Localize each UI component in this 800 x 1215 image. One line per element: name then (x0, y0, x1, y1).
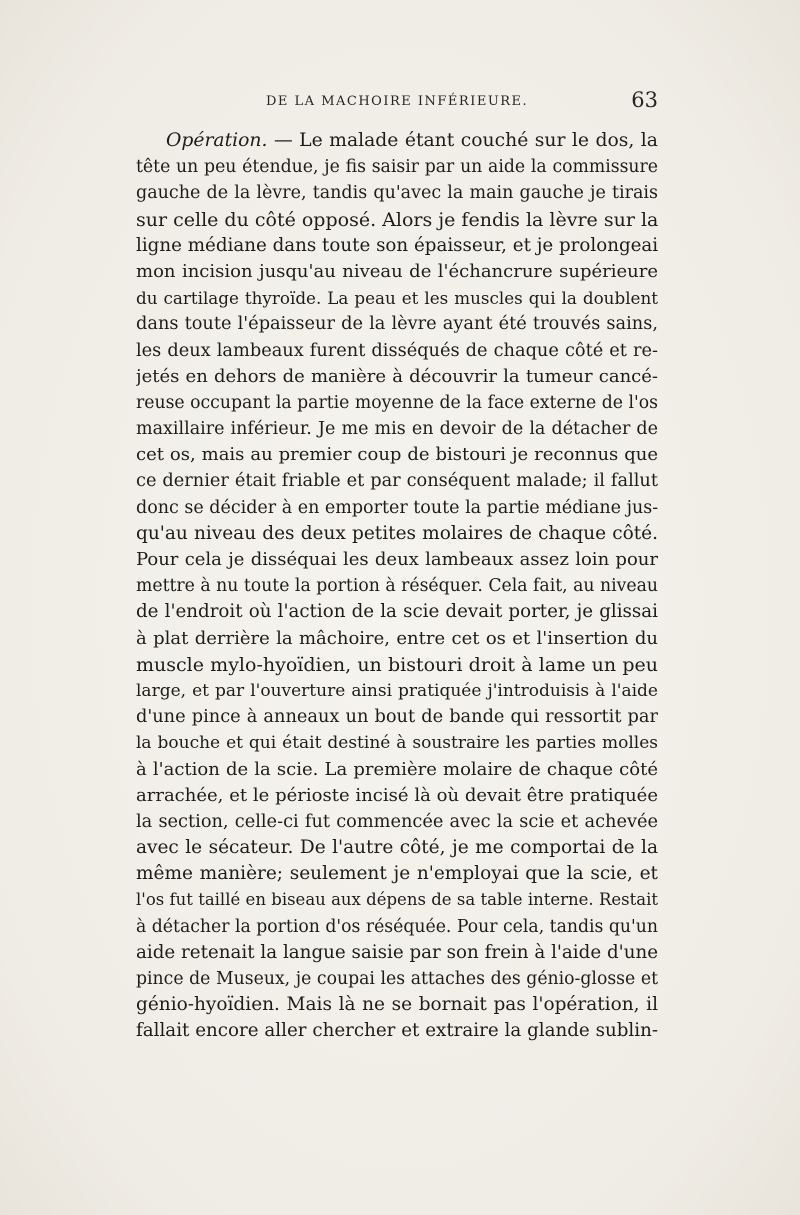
text-line: mettre à nu toute la portion à réséquer. Cela fait, au niveau (136, 576, 658, 597)
text-line: muscle mylo-hyoïdien, un bistouri droit à lame un peu (136, 653, 658, 676)
page-number: 63 (631, 88, 658, 112)
text-line: ligne médiane dans toute son épaisseur, et je prolongeai (136, 234, 658, 256)
text-line: sur celle du côté opposé. Alors je fendis la lèvre sur la (136, 208, 658, 231)
text-line: à détacher la portion d'os réséquée. Pour cela, tandis qu'un (136, 916, 658, 937)
text-line: la section, celle-ci fut commencée avec la scie et achevée (136, 811, 658, 832)
text-line: reuse occupant la partie moyenne de la face externe de l'os (136, 392, 658, 413)
text-line: fallait encore aller chercher et extraire la glande sublin- (136, 1020, 658, 1042)
text-line: avec le sécateur. De l'autre côté, je me comportai de la (136, 837, 658, 859)
text-line: du cartilage thyroïde. La peau et les muscles qui la doublent (136, 288, 658, 309)
text-line: de l'endroit où l'action de la scie devait porter, je glissai (136, 601, 658, 623)
text-line: d'une pince à anneaux un bout de bande qui ressortit par (136, 707, 658, 728)
text-line: aide retenait la langue saisie par son frein à l'aide d'une (136, 941, 658, 963)
text-line: donc se décider à en emporter toute la partie médiane jus- (136, 497, 658, 518)
text-line: gauche de la lèvre, tandis qu'avec la main gauche je tirais (136, 183, 658, 204)
text-line: Pour cela je disséquai les deux lambeaux assez loin pour (136, 549, 658, 570)
page-header (136, 88, 658, 118)
text-line: Opération. — Le malade étant couché sur le dos, la (166, 130, 658, 151)
text-line: qu'au niveau des deux petites molaires de chaque côté. (136, 522, 658, 544)
text-line: mon incision jusqu'au niveau de l'échancrure supérieure (136, 260, 658, 282)
text-line: large, et par l'ouverture ainsi pratiquée j'introduisis à l'aide (136, 680, 658, 701)
text-line: la bouche et qui était destiné à soustraire les parties molles (136, 733, 658, 754)
text-line: maxillaire inférieur. Je me mis en devoir de la détacher de (136, 419, 658, 440)
text-line: ce dernier était friable et par conséquent malade; il fallut (136, 471, 658, 492)
text-line: à l'action de la scie. La première molaire de chaque côté (136, 758, 658, 780)
text-line: génio-hyoïdien. Mais là ne se bornait pas l'opération, il (136, 994, 658, 1016)
text-line: pince de Museux, je coupai les attaches des génio-glosse et (136, 969, 658, 989)
text-line: l'os fut taillé en biseau aux dépens de sa table interne. Restait (136, 890, 658, 910)
body-paragraph (136, 128, 658, 1045)
text-line: dans toute l'épaisseur de la lèvre ayant été trouvés sains, (136, 314, 658, 335)
text-line: cet os, mais au premier coup de bistouri je reconnus que (136, 444, 658, 466)
text-line: les deux lambeaux furent disséqués de chaque côté et re- (136, 340, 658, 361)
running-title: DE LA MACHOIRE INFÉRIEURE. (266, 94, 529, 109)
section-lead: Opération. (166, 130, 268, 151)
text-line: même manière; seulement je n'employai que la scie, et (136, 863, 658, 885)
text-line: arrachée, et le périoste incisé là où devait être pratiquée (136, 784, 658, 806)
text-line: jetés en dehors de manière à découvrir la tumeur cancé- (136, 365, 658, 387)
text-line: à plat derrière la mâchoire, entre cet os et l'insertion du (136, 627, 658, 649)
text-line: tête un peu étendue, je fis saisir par un aide la commissure (136, 157, 658, 178)
